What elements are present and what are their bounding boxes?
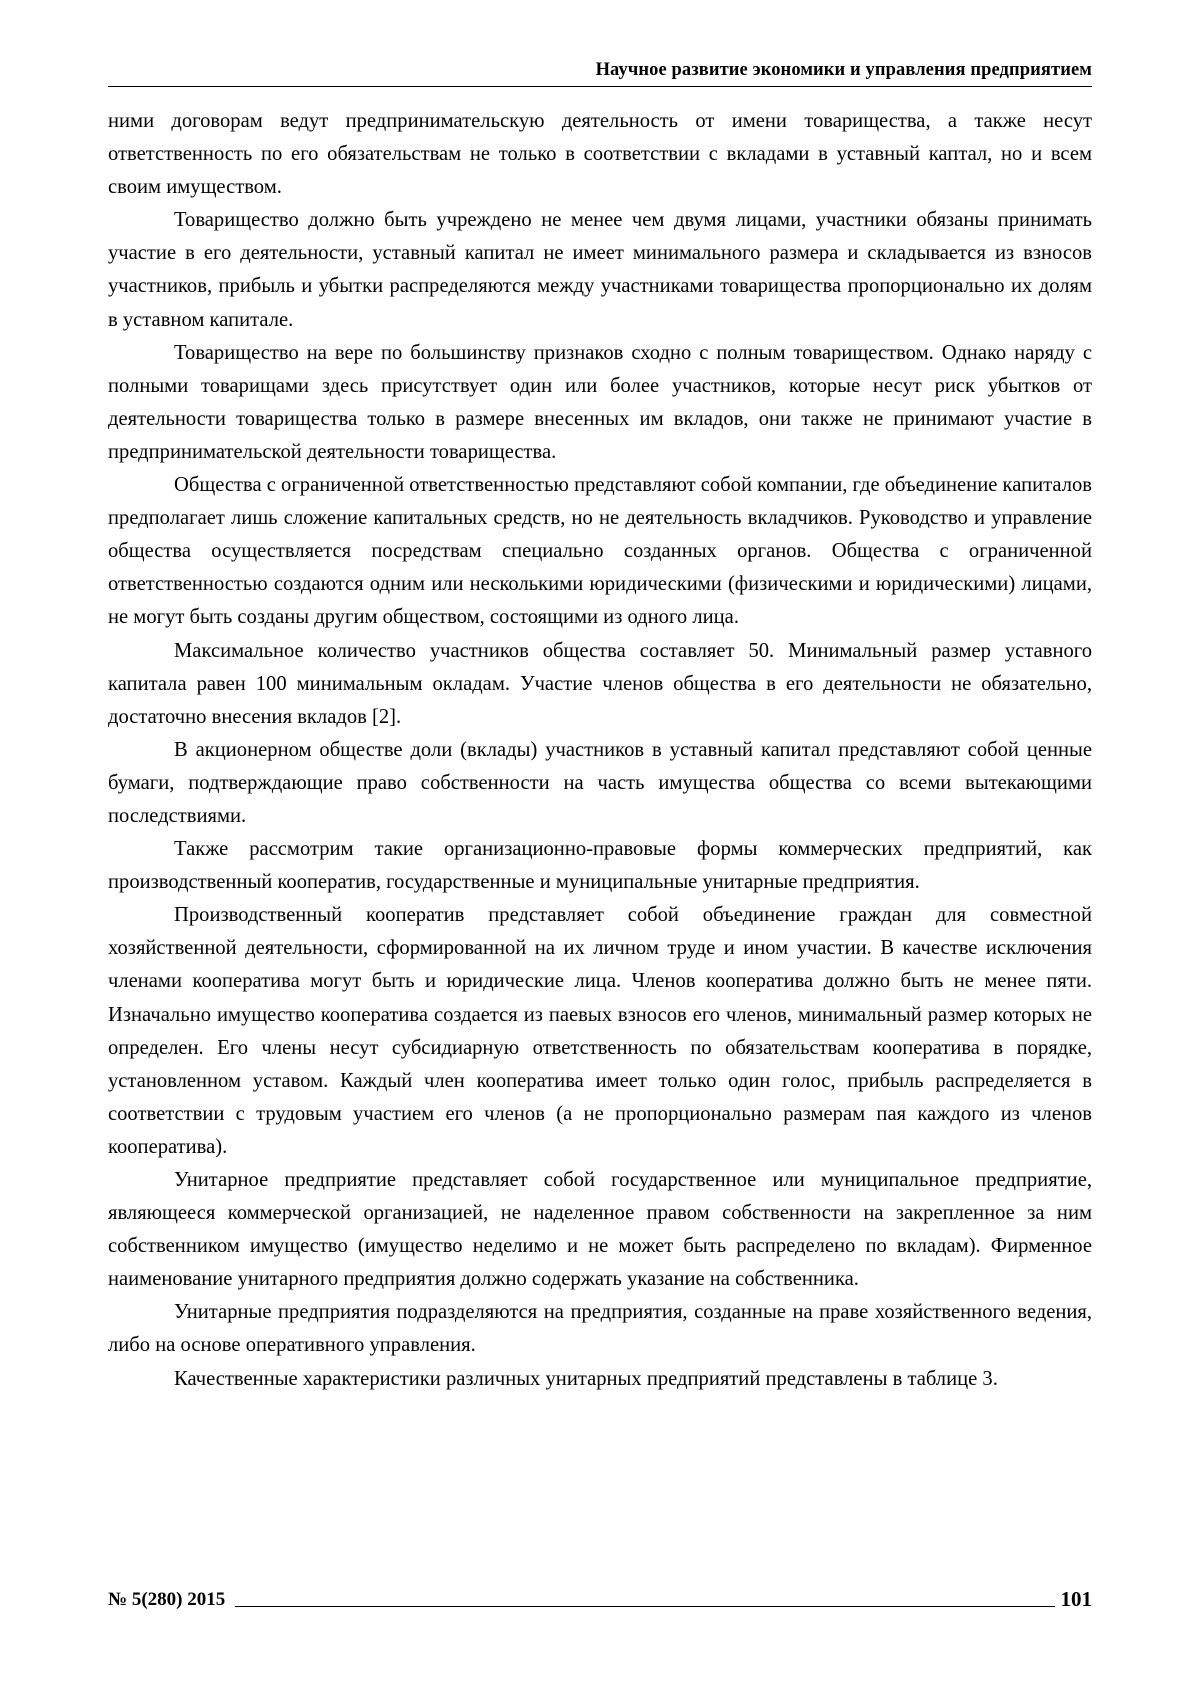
page-footer <box>108 1587 1092 1612</box>
paragraph: Товарищество должно быть учреждено не менее чем двумя лицами, участники обязаны принимать участие в его деятельности, уставный капитал не имеет минимального размера и складывается из взносов участников, прибыль и убытки распределяются между участниками товарищества пропорционально их долям в уставном капитале. <box>108 209 1092 331</box>
paragraph: Общества с ограниченной ответственностью представляют собой компании, где объединение капиталов предполагает лишь сложение капитальных средств, но не деятельность вкладчиков. Руководство и управление общества осуществляется посредствам специально созданных органов. Общества с ограниченной ответственностью создаются одним или несколькими юридическими (физическими и юридическими) лицами, не могут быть созданы другим обществом, состоящими из одного лица. <box>108 474 1092 629</box>
header-divider <box>108 86 1092 87</box>
paragraph: ними договорам ведут предпринимательскую деятельность от имени товарищества, а также несут ответственность по его обязательствам не только в соответствии с вкладами в уставный каптал, но и всем своим имуществом. <box>108 110 1092 199</box>
paragraph: Унитарные предприятия подразделяются на предприятия, созданные на праве хозяйственного ведения, либо на основе оперативного управления. <box>108 1301 1092 1357</box>
body-text <box>108 105 1092 1396</box>
paragraph: Производственный кооператив представляет собой объединение граждан для совместной хозяйственной деятельности, сформированной на их личном труде и ином участии. В качестве исключения членами кооператива могут быть и юридические лица. Членов кооператива должно быть не менее пяти. Изначально имущество кооператива создается из паевых взносов его членов, минимальный размер которых не определен. Его члены несут субсидиарную ответственность по обязательствам кооператива в порядке, установленном уставом. Каждый член кооператива имеет только один голос, прибыль распределяется в соответствии с трудовым участием его членов (а не пропорционально размерам пая каждого из членов кооператива). <box>108 904 1092 1158</box>
paragraph: Качественные характеристики различных унитарных предприятий представлены в таблице 3. <box>174 1367 998 1390</box>
paragraph: Унитарное предприятие представляет собой государственное или муниципальное предприятие, являющееся коммерческой организацией, не наделенное правом собственности на закрепленное за ним собственником имущество (имущество неделимо и не может быть распределено по вкладам). Фирменное наименование унитарного предприятия должно содержать указание на собственника. <box>108 1169 1092 1291</box>
paragraph: Максимальное количество участников общества составляет 50. Минимальный размер уставного капитала равен 100 минимальным окладам. Участие членов общества в его деятельности не обязательно, достаточно внесения вкладов [2]. <box>108 639 1092 728</box>
paragraph: В акционерном обществе доли (вклады) участников в уставный капитал представляют собой ценные бумаги, подтверждающие право собственности на часть имущества общества со всеми вытекающими последствиями. <box>108 738 1092 827</box>
running-title: Научное развитие экономики и управления предприятием <box>595 60 1092 80</box>
footer-divider <box>235 1593 1054 1607</box>
page-header <box>108 60 1092 87</box>
issue-label: № 5(280) 2015 <box>108 1588 226 1610</box>
paragraph: Также рассмотрим такие организационно-правовые формы коммерческих предприятий, как производственный кооператив, государственные и муниципальные унитарные предприятия. <box>108 838 1092 894</box>
page-number: 101 <box>1060 1587 1092 1611</box>
paragraph: Товарищество на вере по большинству признаков сходно с полным товариществом. Однако наряду с полными товарищами здесь присутствует один или более участников, которые несут риск убытков от деятельности товарищества только в размере внесенных им вкладов, они также не принимают участие в предпринимательской деятельности товарищества. <box>108 341 1092 463</box>
